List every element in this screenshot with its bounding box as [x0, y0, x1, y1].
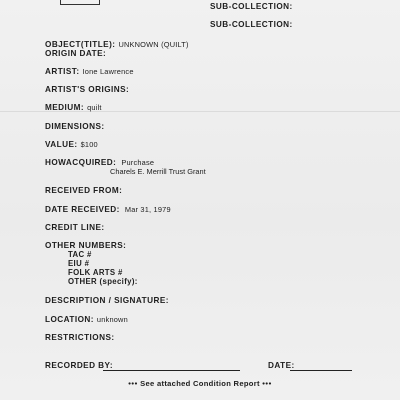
medium-row [45, 103, 102, 113]
artist-label: ARTIST: [45, 67, 80, 76]
value-row [45, 140, 98, 150]
medium-label: MEDIUM: [45, 103, 85, 112]
sub-collection-label: SUB-COLLECTION: [210, 20, 293, 29]
date-signature-line [290, 370, 352, 371]
received-from-row [45, 186, 122, 196]
date-received-row [45, 205, 171, 215]
dimensions-row [45, 122, 105, 132]
location-row [45, 315, 128, 325]
credit-line-row [45, 223, 105, 233]
institution-logo [60, 0, 100, 5]
location-label: LOCATION: [45, 315, 94, 324]
how-acquired-value: Purchase [121, 158, 155, 167]
collection-label-partial: SUB-COLLECTION: [210, 2, 293, 11]
artist-row [45, 67, 134, 77]
object-title-label: OBJECT(TITLE): [45, 40, 116, 49]
artists-origins-row [45, 85, 129, 95]
credit-line-label: CREDIT LINE: [45, 223, 105, 232]
eiu-number-label: EIU # [68, 259, 90, 268]
received-from-label: RECEIVED FROM: [45, 186, 123, 195]
artists-origins-label: ARTIST'S ORIGINS: [45, 85, 130, 94]
description-signature-label: DESCRIPTION / SIGNATURE: [45, 296, 169, 305]
object-title-value: UNKNOWN (QUILT) [118, 40, 189, 49]
date-label: DATE: [268, 361, 295, 370]
note-dots-right: ••• [262, 379, 272, 388]
recorded-by-label: RECORDED BY: [45, 361, 114, 370]
artist-value: Ione Lawrence [82, 67, 134, 76]
recorded-by-signature-line [103, 370, 240, 371]
condition-report-note-text: See attached Condition Report [140, 379, 260, 388]
date-received-value: Mar 31, 1979 [124, 205, 171, 214]
medium-value: quilt [87, 103, 102, 112]
tac-number-label: TAC # [68, 250, 92, 259]
origin-date-row [45, 49, 106, 59]
restrictions-row [45, 333, 115, 343]
restrictions-label: RESTRICTIONS: [45, 333, 115, 342]
location-value: unknown [96, 315, 128, 324]
how-acquired-value-line2: Charels E. Merrill Trust Grant [110, 167, 206, 176]
note-dots-left: ••• [128, 379, 138, 388]
folk-arts-number-label: FOLK ARTS # [68, 268, 123, 277]
value-label: VALUE: [45, 140, 78, 149]
other-numbers-label: OTHER NUMBERS: [45, 241, 127, 250]
condition-report-note [0, 379, 400, 389]
dimensions-label: DIMENSIONS: [45, 122, 105, 131]
other-number-label: OTHER (specify): [68, 277, 138, 286]
how-acquired-label: HOWACQUIRED: [45, 158, 117, 167]
description-signature-row [45, 296, 169, 306]
value-amount: $100 [80, 140, 98, 149]
date-received-label: DATE RECEIVED: [45, 205, 120, 214]
origin-date-label: ORIGIN DATE: [45, 49, 107, 58]
